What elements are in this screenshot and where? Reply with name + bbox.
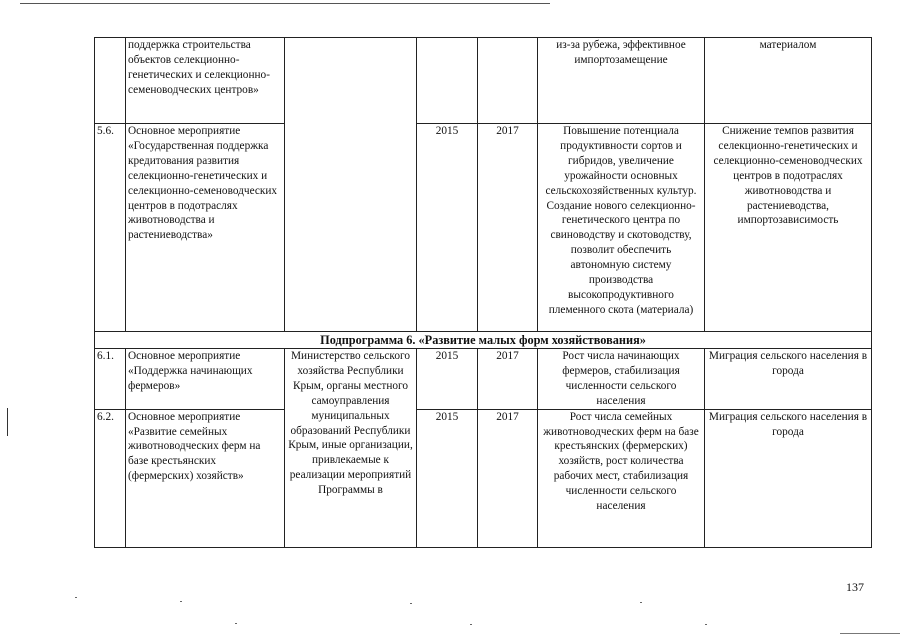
executor-cell: Министерство сельского хозяйства Республики Крым, органы местного самоуправления муниципальных образований Республики Крым, иные организации, привлекаемые к реализации мероприятий Программы в bbox=[285, 349, 417, 548]
row-number: 6.1. bbox=[95, 349, 126, 410]
table-row bbox=[95, 409, 872, 547]
subprogram-row bbox=[95, 332, 872, 349]
page-number: 137 bbox=[846, 580, 864, 594]
end-year: 2017 bbox=[478, 409, 538, 547]
scan-bottom-line bbox=[840, 633, 900, 634]
scan-left-mark bbox=[7, 408, 8, 436]
scan-speck bbox=[640, 602, 642, 603]
executor-cell bbox=[285, 38, 417, 332]
end-year bbox=[478, 38, 538, 124]
measure-name: поддержка строительства объектов селекционно-генетических и селекционно-семеноводческих центров» bbox=[126, 38, 285, 124]
row-number bbox=[95, 38, 126, 124]
risk-consequence: материалом bbox=[705, 38, 872, 124]
scan-speck bbox=[705, 624, 707, 625]
risk-consequence: Снижение темпов развития селекционно-генетических и селекционно-семеноводческих центров в подотраслях животноводства и растениеводства, импортозависимость bbox=[705, 124, 872, 332]
scan-speck bbox=[75, 597, 77, 598]
start-year bbox=[417, 38, 478, 124]
table-row bbox=[95, 349, 872, 410]
measure-name: Основное мероприятие «Развитие семейных животноводческих ферм на базе крестьянских (фермерских) хозяйств» bbox=[126, 409, 285, 547]
start-year: 2015 bbox=[417, 409, 478, 547]
expected-result: Рост числа семейных животноводческих ферм на базе крестьянских (фермерских) хозяйств, рост количества рабочих мест, стабилизация численности сельского населения bbox=[538, 409, 705, 547]
end-year: 2017 bbox=[478, 124, 538, 332]
scan-speck bbox=[470, 624, 472, 625]
end-year: 2017 bbox=[478, 349, 538, 410]
scan-speck bbox=[235, 623, 237, 624]
subprogram-heading: Подпрограмма 6. «Развитие малых форм хозяйствования» bbox=[95, 332, 872, 349]
table-row bbox=[95, 38, 872, 124]
scan-top-line bbox=[20, 3, 550, 4]
expected-result: Рост числа начинающих фермеров, стабилизация численности сельского населения bbox=[538, 349, 705, 410]
table-row bbox=[95, 124, 872, 332]
row-number: 6.2. bbox=[95, 409, 126, 547]
start-year: 2015 bbox=[417, 349, 478, 410]
program-measures-table bbox=[94, 37, 872, 548]
risk-consequence: Миграция сельского населения в города bbox=[705, 409, 872, 547]
measure-name: Основное мероприятие «Государственная поддержка кредитования развития селекционно-генетических и селекционно-семеноводческих центров в подотраслях животноводства и растениеводства» bbox=[126, 124, 285, 332]
start-year: 2015 bbox=[417, 124, 478, 332]
expected-result: из-за рубежа, эффективное импортозамещение bbox=[538, 38, 705, 124]
row-number: 5.6. bbox=[95, 124, 126, 332]
measure-name: Основное мероприятие «Поддержка начинающих фермеров» bbox=[126, 349, 285, 410]
scan-speck bbox=[180, 601, 182, 602]
risk-consequence: Миграция сельского населения в города bbox=[705, 349, 872, 410]
scan-speck bbox=[410, 603, 412, 604]
expected-result: Повышение потенциала продуктивности сортов и гибридов, увеличение урожайности основных сельскохозяйственных культур. Создание нового селекционно-генетического центра по свиноводству и скотоводству, позволит обеспечить автономную систему производства высокопродуктивного племенного скота (материала) bbox=[538, 124, 705, 332]
